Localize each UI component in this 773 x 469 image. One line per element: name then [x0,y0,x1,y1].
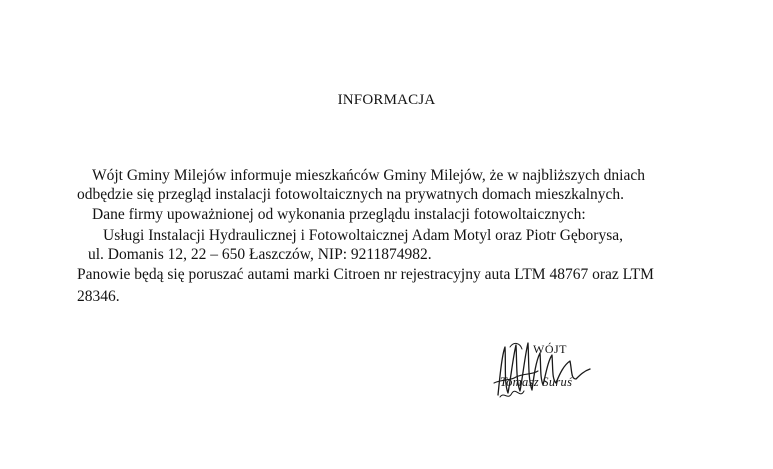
body-line-1: Wójt Gminy Milejów informuje mieszkańców Gminy Milejów, że w najbliższych dniach [92,167,645,184]
document-heading: INFORMACJA [337,92,436,108]
body-line-2: odbędzie się przegląd instalacji fotowoltaicznych na prywatnych domach mieszkalnych. [77,186,625,203]
body-line-7: 28346. [77,288,120,305]
official-stamp [480,335,630,415]
body-line-5: ul. Domanis 12, 22 – 650 Łaszczów, NIP: 9211874982. [88,246,432,263]
body-line-6: Panowie będą się poruszać autami marki Citroen nr rejestracyjny auta LTM 48767 oraz LTM [77,266,654,283]
handwritten-signature [480,335,630,415]
body-line-3: Dane firmy upoważnionej od wykonania przeglądu instalacji fotowoltaicznych: [92,206,586,223]
stamp-title: WÓJT [533,342,567,356]
body-line-4: Usługi Instalacji Hydraulicznej i Fotowoltaicznej Adam Motyl oraz Piotr Gęborysa, [103,227,623,244]
stamp-name: Tomasz Suruś [500,375,573,389]
